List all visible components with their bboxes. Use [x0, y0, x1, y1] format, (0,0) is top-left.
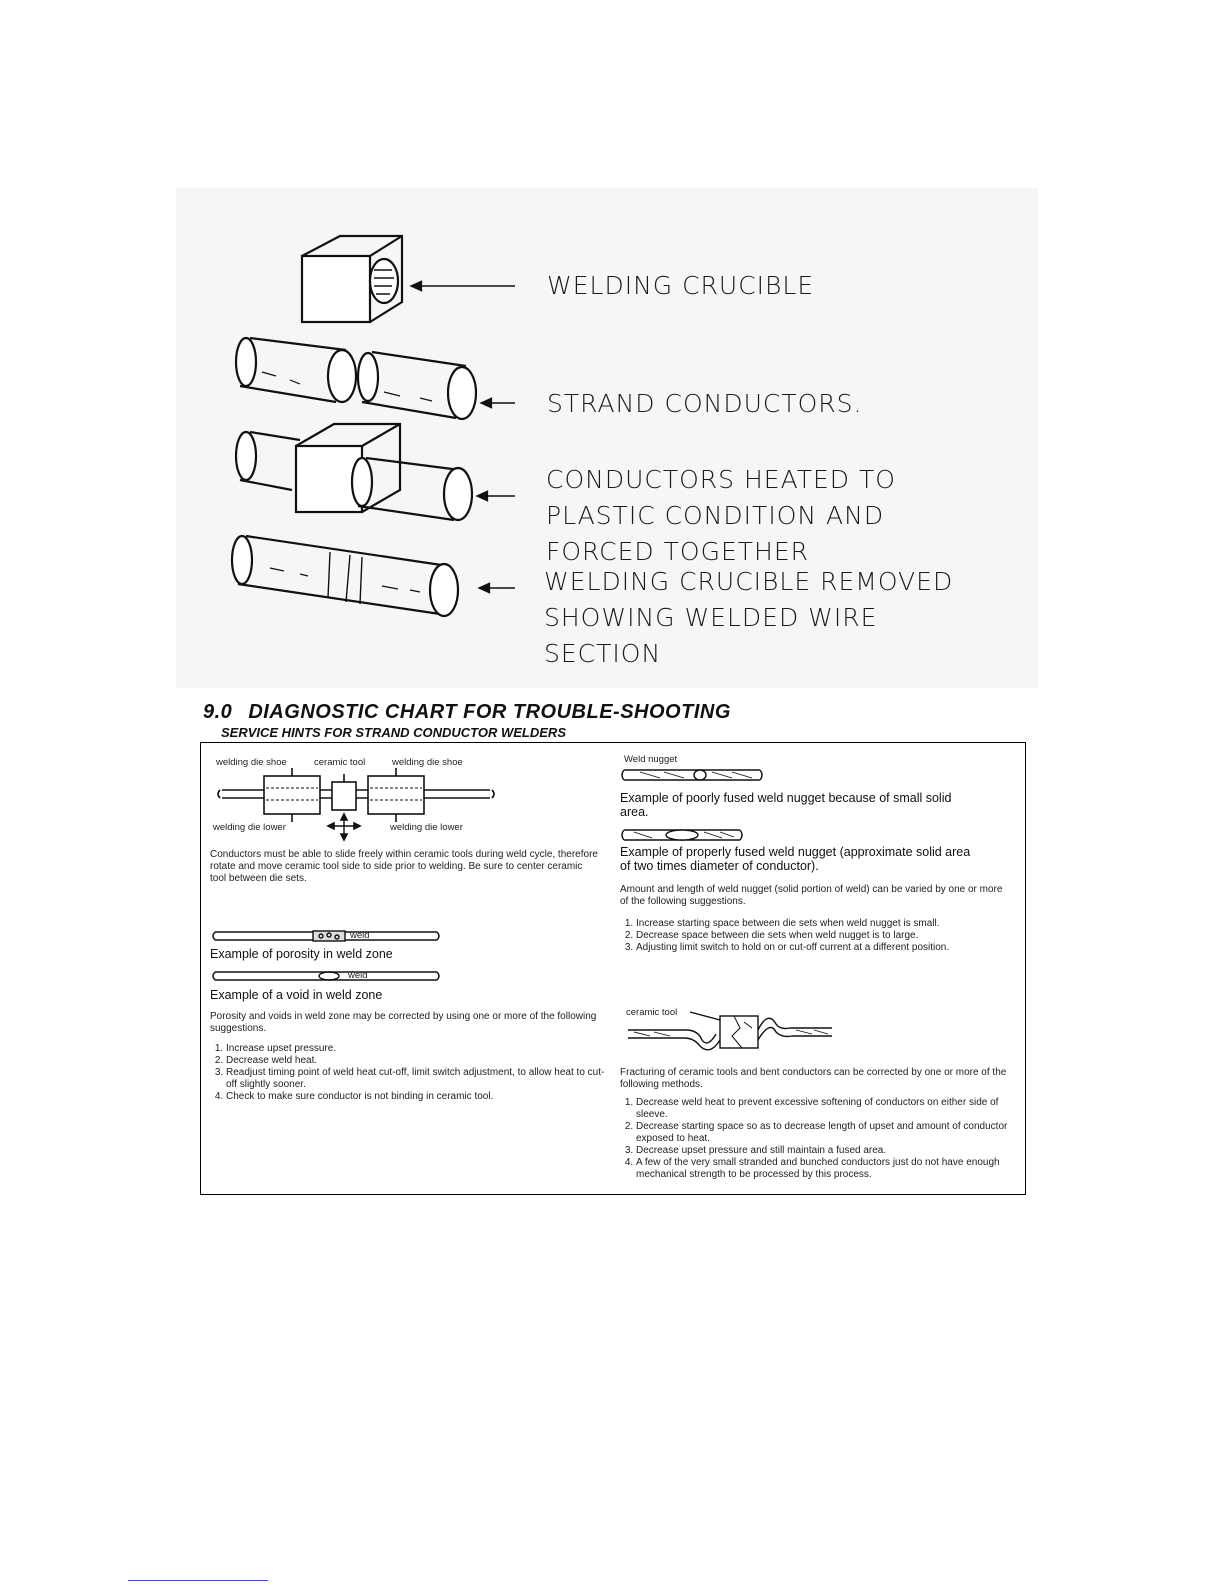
list-item: 3. Decrease upset pressure and still maintain a fused area. — [636, 1145, 1028, 1157]
list-item: 3. Readjust timing point of weld heat cut-off, limit switch adjustment, to allow heat to cut-off slightly sooner. — [226, 1067, 608, 1091]
welded-wire-drawing — [232, 536, 458, 616]
section-title — [203, 701, 731, 724]
fracture-methods-list — [620, 1097, 1028, 1181]
strand-conductors-drawing — [236, 338, 476, 419]
label-die-shoe-right: welding die shoe — [392, 757, 463, 768]
crucible-drawing — [302, 236, 402, 322]
list-item: 1. Increase upset pressure. — [226, 1043, 608, 1055]
list-item: 4. Check to make sure conductor is not binding in ceramic tool. — [226, 1091, 608, 1103]
section-subtitle: SERVICE HINTS FOR STRAND CONDUCTOR WELDERS — [221, 725, 566, 740]
section-number: 9.0 — [203, 701, 233, 723]
page-footer-rule — [128, 1580, 268, 1581]
list-item: 3. Adjusting limit switch to hold on or cut-off current at a different position. — [636, 942, 1028, 954]
list-item: 1. Increase starting space between die sets when weld nugget is small. — [636, 918, 1028, 930]
caption-heated-conductors: CONDUCTORS HEATED TO PLASTIC CONDITION AND FORCED TOGETHER — [546, 465, 896, 566]
label-die-lower-left: welding die lower — [213, 822, 286, 833]
label-ceramic-tool-fracture: ceramic tool — [626, 1007, 678, 1018]
conductor-slide-instructions: Conductors must be able to slide freely within ceramic tools during weld cycle, therefore rotate and move ceramic tool side to side prior to welding. Be sure to center ceramic tool between die sets. — [210, 849, 598, 884]
section-title-text: DIAGNOSTIC CHART FOR TROUBLE-SHOOTING — [248, 701, 731, 723]
proper-nugget-caption: Example of properly fused weld nugget (approximate solid area of two times diameter of conductor). — [620, 845, 971, 873]
void-wire-diagram — [211, 968, 443, 984]
list-item: 2. Decrease space between die sets when weld nugget is to large. — [636, 930, 1028, 942]
label-ceramic-tool: ceramic tool — [314, 757, 366, 768]
porosity-caption: Example of porosity in weld zone — [210, 947, 393, 961]
nugget-amount-text: Amount and length of weld nugget (solid portion of weld) can be varied by one or more of the following suggestions. — [620, 884, 1003, 907]
poor-nugget-diagram — [620, 766, 766, 784]
die-set-diagram — [210, 768, 500, 844]
caption-welding-crucible: WELDING CRUCIBLE — [547, 271, 815, 300]
list-item: 4. A few of the very small stranded and bunched conductors just do not have enough mechanical strength to be processed by this process. — [636, 1157, 1028, 1181]
list-item: 2. Decrease starting space so as to decrease length of upset and amount of conductor exposed to heat. — [636, 1121, 1028, 1145]
void-caption: Example of a void in weld zone — [210, 988, 383, 1002]
porosity-wire-diagram — [211, 928, 443, 944]
label-weld-nugget: Weld nugget — [624, 754, 678, 765]
weld-tag-void: weld — [348, 970, 368, 981]
fractured-ceramic-diagram — [624, 1000, 836, 1058]
list-item: 2. Decrease weld heat. — [226, 1055, 608, 1067]
caption-strand-conductors: STRAND CONDUCTORS. — [547, 389, 863, 418]
label-die-lower-right: welding die lower — [390, 822, 463, 833]
poor-nugget-caption: Example of poorly fused weld nugget because of small solid area. — [620, 791, 952, 819]
caption-crucible-removed: WELDING CRUCIBLE REMOVED SHOWING WELDED WIRE SECTION — [544, 567, 954, 668]
label-die-shoe-left: welding die shoe — [216, 757, 287, 768]
list-item: 1. Decrease weld heat to prevent excessive softening of conductors on either side of sleeve. — [636, 1097, 1028, 1121]
porosity-correction-intro: Porosity and voids in weld zone may be corrected by using one or more of the following suggestions. — [210, 1011, 597, 1034]
proper-nugget-diagram — [620, 826, 746, 844]
fracture-intro: Fracturing of ceramic tools and bent conductors can be corrected by one or more of the following methods. — [620, 1067, 1007, 1090]
heated-conductors-drawing — [236, 424, 472, 520]
porosity-suggestions-list — [210, 1043, 608, 1103]
nugget-suggestions-list — [620, 918, 1028, 954]
weld-tag-porosity: weld — [350, 930, 370, 941]
